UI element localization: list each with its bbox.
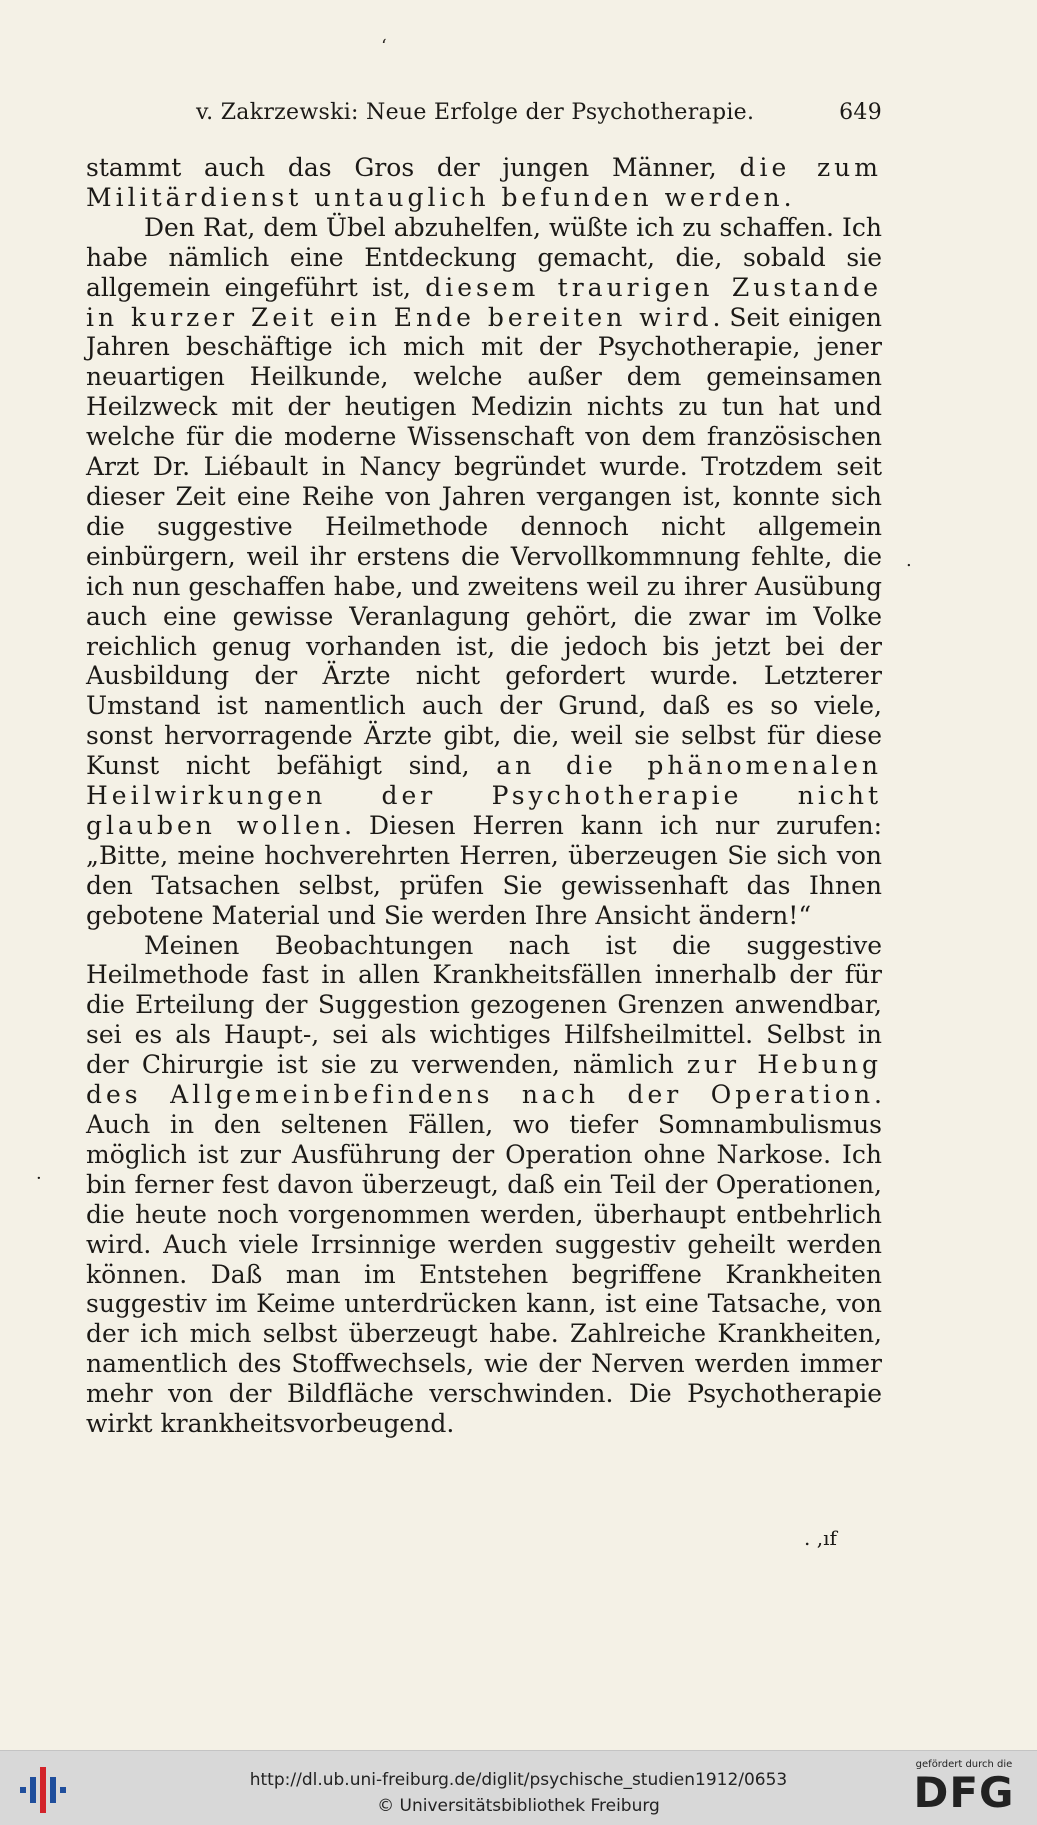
p3-text-a: Meinen Beobachtungen nach ist die suggestive Heilmethode fast in allen Krankheitsfällen innerhalb der für die Erteilung der Suggestion gezogenen Grenzen anwendbar, sei es als Haupt-, sei als wichtiges Hilfsheilmittel. Selbst in der Chirurgie ist sie zu verwenden, nämlich <box>86 930 882 1080</box>
p2-text-e: . Diesen Herren kann ich nur zurufen: „Bitte, meine hochverehrten Herren, überzeugen Sie sich von den Tatsachen selbst, prüfen Sie gewissenhaft das Ihnen gebotene Material und Sie werden Ihre Ansicht ändern!“ <box>86 810 882 930</box>
header-title: v. Zakrzewski: Neue Erfolge der Psychotherapie. <box>196 100 755 125</box>
paragraph-2 <box>86 213 882 931</box>
p3-spaced-emphasis: zur Hebung des Allgemeinbefindens nach der Operation <box>86 1050 882 1110</box>
p1-spaced-emphasis: die zum Militärdienst untauglich befunden werden <box>86 153 882 212</box>
stray-mark-3: . ,ıf <box>804 1526 837 1550</box>
copyright-notice: © Universitätsbibliothek Freiburg <box>377 1796 660 1816</box>
body-text <box>86 153 882 1439</box>
viewer-footer <box>0 1750 1037 1825</box>
running-header <box>86 100 882 136</box>
dfg-logo-icon <box>905 1759 1023 1819</box>
p2-spaced-emphasis-1: diesem traurigen Zustande in kurzer Zeit ein Ende bereiten wird <box>86 272 882 332</box>
p2-spaced-emphasis-2: an die phänomenalen Heilwirkungen der Psychotherapie nicht glauben wollen <box>86 751 882 840</box>
paragraph-1 <box>86 153 882 213</box>
dfg-funding-caption: gefördert durch die <box>915 1759 1013 1770</box>
permalink-url[interactable]: http://dl.ub.uni-freiburg.de/diglit/psychische_studien1912/0653 <box>249 1770 788 1790</box>
paragraph-3 <box>86 931 882 1439</box>
p2-text-c: . Seit einigen Jahren beschäftige ich mich mit der Psychotherapie, jener neuartigen Heilkunde, welche außer dem gemeinsamen Heilzweck mit der heutigen Medizin nichts zu tun hat und welche für die moderne Wissenschaft von dem französischen Arzt Dr. Liébault in Nancy begründet wurde. Trotzdem seit dieser Zeit eine Reihe von Jahren vergangen ist, konnte sich die suggestive Heilmethode dennoch nicht allgemein einbürgern, weil ihr erstens die Vervollkommnung fehlte, die ich nun geschaffen habe, und zweitens weil zu ihrer Ausübung auch eine gewisse Veranlagung gehört, die zwar im Volke reichlich genug vorhanden ist, die jedoch bis jetzt bei der Ausbildung der Ärzte nicht gefordert wurde. Letzterer Umstand ist namentlich auch der Grund, daß es so viele, sonst hervorragende Ärzte gibt, die, weil sie selbst für diese Kunst nicht befähigt sind, <box>86 302 882 781</box>
p1-text-c: . <box>783 182 792 212</box>
dfg-logo-text: DFG <box>913 1768 1015 1817</box>
p1-text-a: stammt auch das Gros der jungen Männer, <box>86 153 740 182</box>
scan-mark: ‘ <box>381 36 387 57</box>
p3-text-c: . Auch in den seltenen Fällen, wo tiefer Somnambulismus möglich ist zur Ausführung der Operation ohne Narkose. Ich bin ferner fest davon überzeugt, daß ein Teil der Operationen, die heute noch vorgenommen werden, überhaupt entbehrlich wird. Auch viele Irrsinnige werden suggestiv geheilt werden können. Daß man im Entstehen begriffene Krankheiten suggestiv im Keime unterdrücken kann, ist eine Tatsache, von der ich mich selbst überzeugt habe. Zahlreiche Krankheiten, namentlich des Stoffwechsels, wie der Nerven werden immer mehr von der Bildfläche verschwinden. Die Psychotherapie wirkt krankheitsvorbeugend. <box>86 1080 882 1439</box>
stray-mark-2: · <box>36 1168 42 1189</box>
stray-mark-1: . <box>906 550 912 571</box>
page-number: 649 <box>839 100 882 125</box>
p2-text-a: Den Rat, dem Übel abzuhelfen, wüßte ich zu schaffen. Ich habe nämlich eine Entdeckung gemacht, die, sobald sie allgemein eingeführt ist, <box>86 212 882 302</box>
